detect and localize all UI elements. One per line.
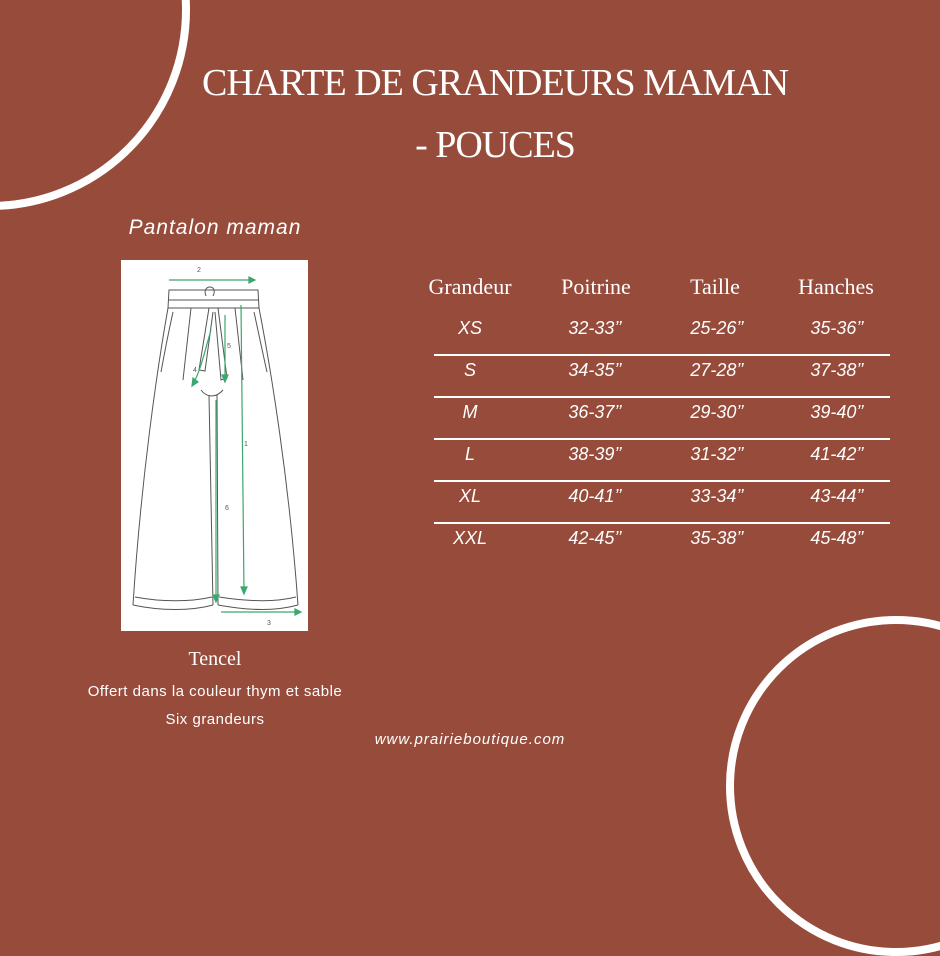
cell-poitrine: 40-41’’: [568, 486, 622, 506]
cell-taille: 25-26’’: [690, 318, 744, 338]
pants-measurement-diagram: [121, 260, 308, 631]
cell-poitrine: 42-45’’: [568, 528, 622, 548]
size-chart-table: [410, 270, 900, 570]
header-hanches: Hanches: [798, 274, 874, 299]
table-row: [410, 524, 900, 566]
cell-hanches: 37-38’’: [810, 360, 864, 380]
cell-taille: 35-38’’: [690, 528, 744, 548]
cell-taille: 31-32’’: [690, 444, 744, 464]
measure-label-2: 2: [197, 267, 201, 274]
cell-hanches: 45-48’’: [810, 528, 864, 548]
cell-hanches: 35-36’’: [810, 318, 864, 338]
cell-poitrine: 32-33’’: [568, 318, 622, 338]
table-row: [410, 356, 900, 398]
cell-taille: 29-30’’: [690, 402, 744, 422]
cell-hanches: 41-42’’: [810, 444, 864, 464]
measure-label-6: 6: [225, 505, 229, 512]
cell-hanches: 39-40’’: [810, 402, 864, 422]
cell-size: S: [463, 360, 476, 380]
cell-size: XXL: [452, 528, 488, 548]
cell-poitrine: 38-39’’: [568, 444, 622, 464]
cell-taille: 27-28’’: [690, 360, 744, 380]
measure-label-5: 5: [227, 343, 231, 350]
fabric-label: Tencel: [188, 648, 242, 670]
colors-note: Offert dans la couleur thym et sable: [87, 683, 343, 700]
pants-sketch-svg: [121, 260, 308, 631]
cell-taille: 33-34’’: [690, 486, 744, 506]
measure-label-1: 1: [244, 441, 248, 448]
cell-poitrine: 34-35’’: [568, 360, 622, 380]
cell-poitrine: 36-37’’: [568, 402, 622, 422]
sizes-count-note: Six grandeurs: [165, 711, 265, 728]
table-row: [410, 482, 900, 524]
decorative-circle-bottom: [726, 616, 940, 956]
header-taille: Taille: [690, 274, 740, 299]
table-row: [410, 440, 900, 482]
page-title-line-2: - POUCES: [415, 124, 575, 166]
website-link[interactable]: www.prairieboutique.com: [374, 731, 566, 748]
table-row: [410, 398, 900, 440]
table-row: [410, 314, 900, 356]
cell-size: L: [464, 444, 475, 464]
header-grandeur: Grandeur: [428, 274, 512, 299]
cell-size: XS: [457, 318, 482, 338]
measure-label-3: 3: [267, 620, 271, 627]
product-name: Pantalon maman: [128, 216, 302, 239]
page-title-line-1: CHARTE DE GRANDEURS MAMAN: [201, 62, 789, 104]
header-poitrine: Poitrine: [561, 274, 631, 299]
cell-size: M: [462, 402, 478, 422]
cell-hanches: 43-44’’: [810, 486, 864, 506]
decorative-circle-top: [0, 0, 190, 210]
size-rows: [410, 314, 900, 566]
cell-size: XL: [458, 486, 482, 506]
measure-label-4: 4: [193, 367, 197, 374]
